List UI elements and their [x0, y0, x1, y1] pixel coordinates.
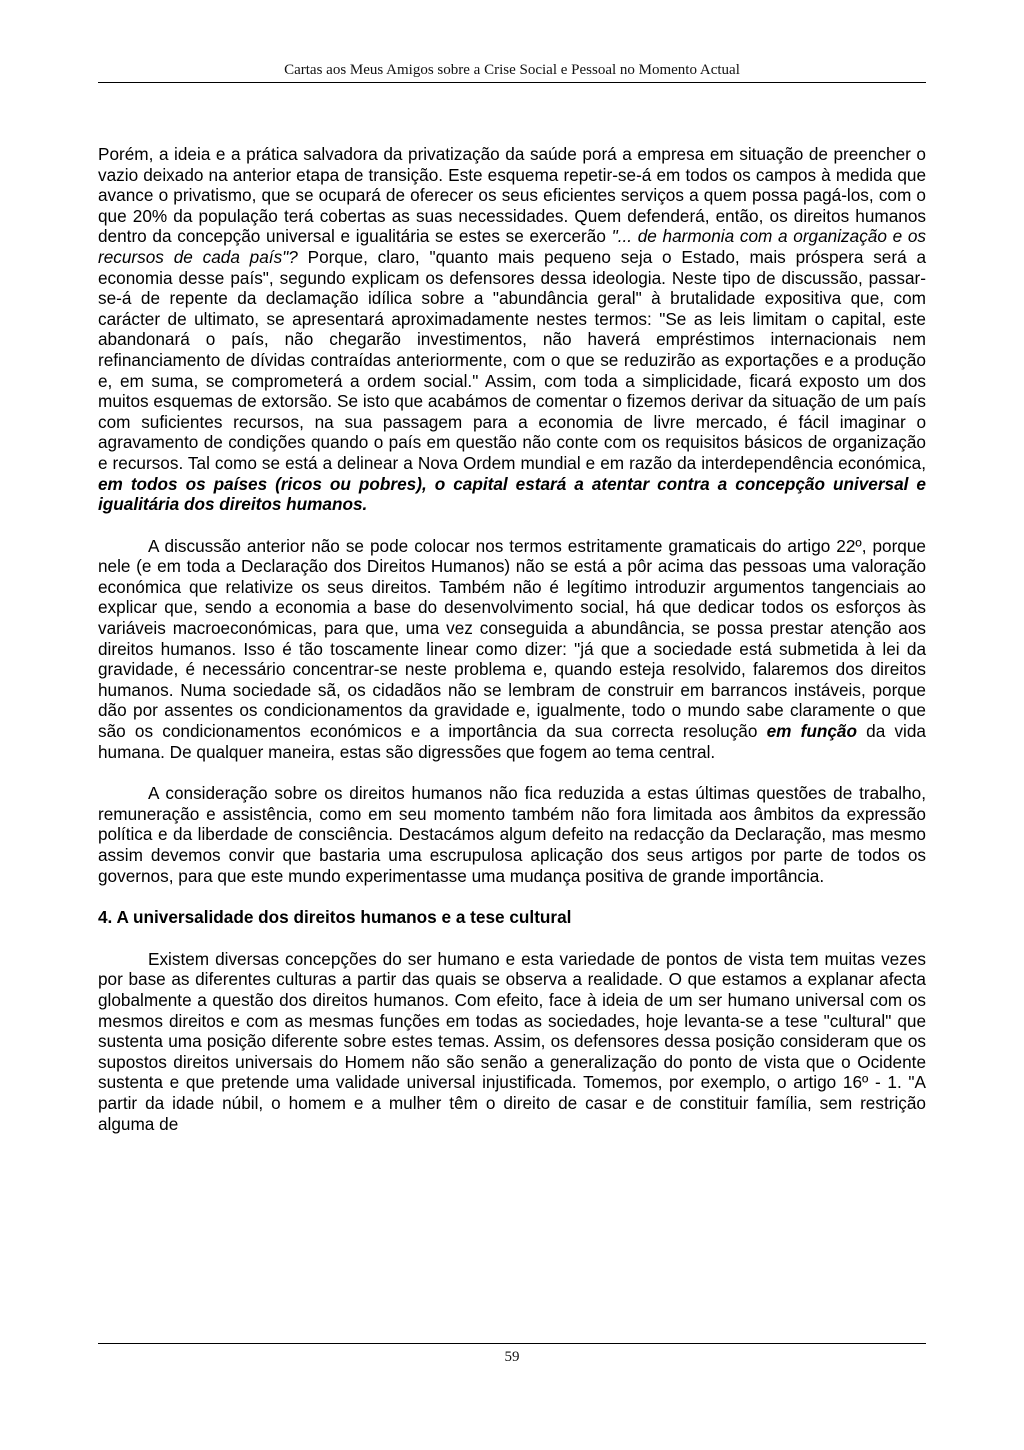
paragraph-2 — [98, 536, 926, 763]
paragraph-gap — [98, 928, 926, 949]
running-title: Cartas aos Meus Amigos sobre a Crise Social e Pessoal no Momento Actual — [284, 62, 740, 78]
page-number: 59 — [504, 1349, 520, 1365]
paragraph-1 — [98, 144, 926, 515]
paragraph-gap — [98, 762, 926, 783]
paragraph-3: A consideração sobre os direitos humanos não fica reduzida a estas últimas questões de trabalho, remuneração e assistência, como em seu momento também não fora limitada aos âmbitos da expressão política e da liberdade de consciência. Destacámos algum defeito na redacção da Declaração, mas mesmo assim devemos convir que bastaria uma escrupulosa aplicação dos seus artigos por parte de todos os governos, para que este mundo experimentasse uma mudança positiva de grande importância. — [98, 783, 926, 886]
paragraph-gap — [98, 886, 926, 907]
body-text — [98, 144, 926, 1134]
paragraph-2-emphasis: em função — [766, 721, 857, 742]
paragraph-1-quote: "... de harmonia com a organização e os recursos de cada país"? — [98, 226, 926, 267]
section-heading: 4. A universalidade dos direitos humanos e a tese cultural — [98, 907, 572, 928]
footer-rule — [98, 1343, 926, 1344]
paragraph-2-text-a: A discussão anterior não se pode colocar nos termos estritamente gramaticais do artigo 22º, porque nele (e em toda a Declaração dos Direitos Humanos) não se está a pôr acima das pessoas uma valoração económica que relativize os seus direitos. Também não é legítimo introduzir argumentos tangenciais ao explicar que, sendo a economia a base do desenvolvimento social, há que dedicar todos os esforços às variáveis macroeconómicas, para que, uma vez conseguida a abundância, se possa prestar atenção aos direitos humanos. Isso é tão toscamente linear como dizer: "já que a sociedade está submetida à lei da gravidade, é necessário concentrar-se neste problema e, quando esteja resolvido, falaremos dos direitos humanos. Numa sociedade sã, os cidadãos não se lembram de construir em barrancos instáveis, porque dão por assentes os condicionamentos da gravidade e, igualmente, todo o mundo sabe claramente o que são os condicionamentos económicos e a importância da sua correcta resolução — [98, 535, 926, 742]
paragraph-4: Existem diversas concepções do ser humano e esta variedade de pontos de vista tem muitas vezes por base as diferentes culturas a partir das quais se observa a realidade. O que estamos a explanar afecta globalmente a questão dos direitos humanos. Com efeito, face à ideia de um ser humano universal com os mesmos direitos e com as mesmas funções em todas as sociedades, hoje levanta-se a tese "cultural" que sustenta uma posição diferente sobre estes temas. Assim, os defensores dessa posição consideram que os supostos direitos universais do Homem não são senão a generalização do ponto de vista que o Ocidente sustenta e que pretende uma validade universal injustificada. Tomemos, por exemplo, o artigo 16º - 1. "A partir da idade núbil, o homem e a mulher têm o direito de casar e de constituir família, sem restrição alguma de — [98, 948, 926, 1134]
paragraph-1-text-b: Porque, claro, "quanto mais pequeno seja o Estado, mais próspera será a economia desse país", segundo explicam os defensores dessa ideologia. Neste tipo de discussão, passar-se-á de repente da declamação idílica sobre a "abundância geral" à brutalidade expositiva que, com carácter de ultimato, se apresentará aproximadamente nestes termos: "Se as leis limitam o capital, este abandonará o país, não chegarão investimentos, não haverá empréstimos internacionais nem refinanciamento de dívidas contraídas anteriormente, com o que se reduzirão as exportações e a produção e, em suma, se comprometerá a ordem social." Assim, com toda a simplicidade, ficará exposto um dos muitos esquemas de extorsão. Se isto que acabámos de comentar o fizemos derivar da situação de um país com suficientes recursos, na sua passagem para a economia de livre mercado, é fácil imaginar o agravamento de condições quando o país em questão não conte com os requisitos básicos de organização e recursos. Tal como se está a delinear a Nova Ordem mundial e em razão da interdependência económica, — [98, 246, 926, 473]
paragraph-1-emphasis: em todos os países (ricos ou pobres), o capital estará a atentar contra a concepção universal e igualitária dos direitos humanos. — [98, 473, 926, 515]
paragraph-1-text-a: Porém, a ideia e a prática salvadora da privatização da saúde porá a empresa em situação de preencher o vazio deixado na anterior etapa de transição. Este esquema repetir-se-á em todos os campos à medida que avance o privatismo, que se ocupará de oferecer os seus eficientes serviços a quem possa pagá-los, com o que 20% da população terá cobertas as suas necessidades. Quem defenderá, então, os direitos humanos dentro da concepção universal e igualitária se estes se exercerão — [98, 144, 926, 247]
header-rule — [98, 82, 926, 83]
paragraph-2-text-b: da vida humana. De qualquer maneira, estas são digressões que fogem ao tema central. — [98, 721, 926, 762]
paragraph-gap — [98, 515, 926, 536]
